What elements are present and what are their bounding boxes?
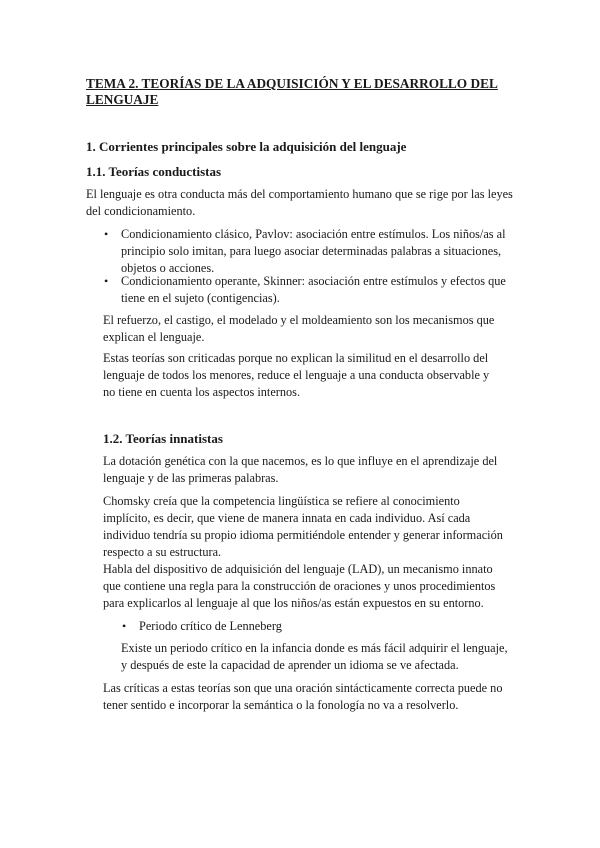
subsection-1-2-heading: 1.2. Teorías innatistas <box>103 431 223 446</box>
bullet-periodo-critico: Periodo crítico de Lenneberg <box>139 619 282 633</box>
document-title: TEMA 2. TEORÍAS DE LA ADQUISICIÓN Y EL DESARROLLO DEL LENGUAJE <box>86 76 498 107</box>
conductistas-intro: El lenguaje es otra conducta más del comportamiento humano que se rige por las leyes del condicionamiento. <box>86 187 513 218</box>
innatistas-paragraph-3: Habla del dispositivo de adquisición del lenguaje (LAD), un mecanismo innato que contiene una regla para la construcción de oraciones y unos procedimientos para explicarlos al lenguaje al que los niños/as están expuestos en su entorno. <box>103 562 496 610</box>
section1-heading: 1. Corrientes principales sobre la adquisición del lenguaje <box>86 139 407 154</box>
conductistas-paragraph-2: Estas teorías son criticadas porque no explican la similitud en el desarrollo del lenguaje de todos los menores, reduce el lenguaje a una conducta observable y no tiene en cuenta los aspectos internos. <box>103 351 490 399</box>
bullet-condicionamiento-operante: Condicionamiento operante, Skinner: asociación entre estímulos y efectos que tiene en el sujeto (contigencias). <box>121 274 506 305</box>
periodo-critico-text: Existe un periodo crítico en la infancia donde es más fácil adquirir el lenguaje, y después de este la capacidad de aprender un idioma se ve afectada. <box>121 641 508 672</box>
subsection-1-1-heading: 1.1. Teorías conductistas <box>86 164 222 179</box>
innatistas-paragraph-4: Las críticas a estas teorías son que una oración sintácticamente correcta puede no tener sentido e incorporar la semántica o la fonología no va a resolverlo. <box>103 681 503 712</box>
bullet-dot-icon: • <box>104 274 109 288</box>
bullet-dot-icon: • <box>122 619 127 633</box>
innatistas-paragraph-2: Chomsky creía que la competencia lingüística se refiere al conocimiento implícito, es decir, que viene de manera innata en cada individuo. Así cada individuo tendría su propio idioma permitiéndole entender y generar información respecto a su estructura. <box>103 494 503 559</box>
conductistas-paragraph-1: El refuerzo, el castigo, el modelado y el moldeamiento son los mecanismos que explican el lenguaje. <box>103 313 495 344</box>
bullet-dot-icon: • <box>104 227 109 241</box>
innatistas-paragraph-1: La dotación genética con la que nacemos, es lo que influye en el aprendizaje del lenguaje y de las primeras palabras. <box>103 454 498 485</box>
bullet-condicionamiento-clasico: Condicionamiento clásico, Pavlov: asociación entre estímulos. Los niños/as al principio solo imitan, para luego asociar determinadas palabras a situaciones, objetos o acciones. <box>121 227 506 275</box>
